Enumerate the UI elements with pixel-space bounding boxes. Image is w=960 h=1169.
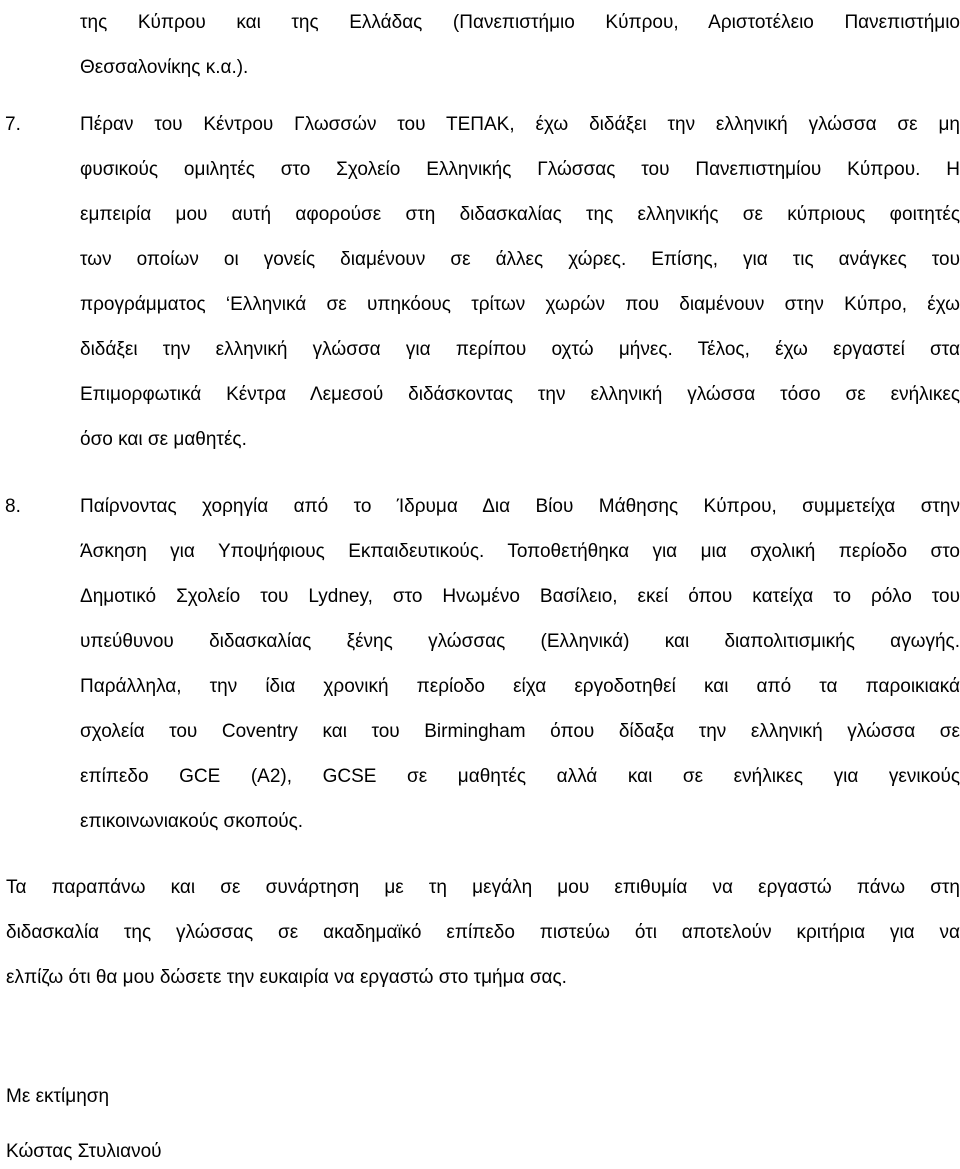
text-line: ελπίζω ότι θα μου δώσετε την ευκαιρία να εργαστώ στο τμήμα σας. [6,967,567,988]
list-item-8 [5,484,960,844]
closing-paragraph [6,865,960,1000]
text-line: όσο και σε μαθητές. [80,429,247,450]
text-line: υπεύθυνου διδασκαλίας ξένης γλώσσας (Ελληνικά) και διαπολιτισμικής αγωγής. [80,631,960,652]
text-line: Πέραν του Κέντρου Γλωσσών του ΤΕΠΑΚ, έχω διδάξει την ελληνική γλώσσα σε μη [80,114,960,135]
text-line: εμπειρία μου αυτή αφορούσε στη διδασκαλίας της ελληνικής σε κύπριους φοιτητές [80,204,960,225]
text-line: Επιμορφωτικά Κέντρα Λεμεσού διδάσκοντας την ελληνική γλώσσα τόσο σε ενήλικες [80,384,960,405]
text-line: Θεσσαλονίκης κ.α.). [80,57,249,78]
signature-name: Κώστας Στυλιανού [6,1141,162,1162]
text-line: Άσκηση για Υποψήφιους Εκπαιδευτικούς. Τοποθετήθηκα για μια σχολική περίοδο στο [80,541,960,562]
text-line: φυσικούς ομιλητές στο Σχολείο Ελληνικής Γλώσσας του Πανεπιστημίου Κύπρου. Η [80,159,960,180]
list-item-7 [5,102,960,462]
text-line: Δημοτικό Σχολείο του Lydney, στο Ηνωμένο Βασίλειο, εκεί όπου κατείχα το ρόλο του [80,586,960,607]
list-number: 8. [5,496,21,517]
continuation-paragraph [80,0,960,90]
text-line: επίπεδο GCE (A2), GCSE σε μαθητές αλλά και σε ενήλικες για γενικούς [80,766,960,787]
text-line: προγράμματος ‘Ελληνικά σε υπηκόους τρίτων χωρών που διαμένουν στην Κύπρο, έχω [80,294,960,315]
list-number: 7. [5,114,21,135]
text-line: Τα παραπάνω και σε συνάρτηση με τη μεγάλη μου επιθυμία να εργαστώ πάνω στη [6,877,960,898]
text-line: της Κύπρου και της Ελλάδας (Πανεπιστήμιο Κύπρου, Αριστοτέλειο Πανεπιστήμιο [80,12,960,33]
text-line: διδάξει την ελληνική γλώσσα για περίπου οχτώ μήνες. Τέλος, έχω εργαστεί στα [80,339,960,360]
text-line: Παίρνοντας χορηγία από το Ίδρυμα Δια Βίου Μάθησης Κύπρου, συμμετείχα στην [80,496,960,517]
closing-greeting: Με εκτίμηση [6,1086,110,1107]
text-line: διδασκαλία της γλώσσας σε ακαδημαϊκό επίπεδο πιστεύω ότι αποτελούν κριτήρια για να [6,922,960,943]
text-line: σχολεία του Coventry και του Birmingham όπου δίδαξα την ελληνική γλώσσα σε [80,721,960,742]
text-line: Παράλληλα, την ίδια χρονική περίοδο είχα εργοδοτηθεί και από τα παροικιακά [80,676,960,697]
text-line: επικοινωνιακούς σκοπούς. [80,811,304,832]
text-line: των οποίων οι γονείς διαμένουν σε άλλες χώρες. Επίσης, για τις ανάγκες του [80,249,960,270]
